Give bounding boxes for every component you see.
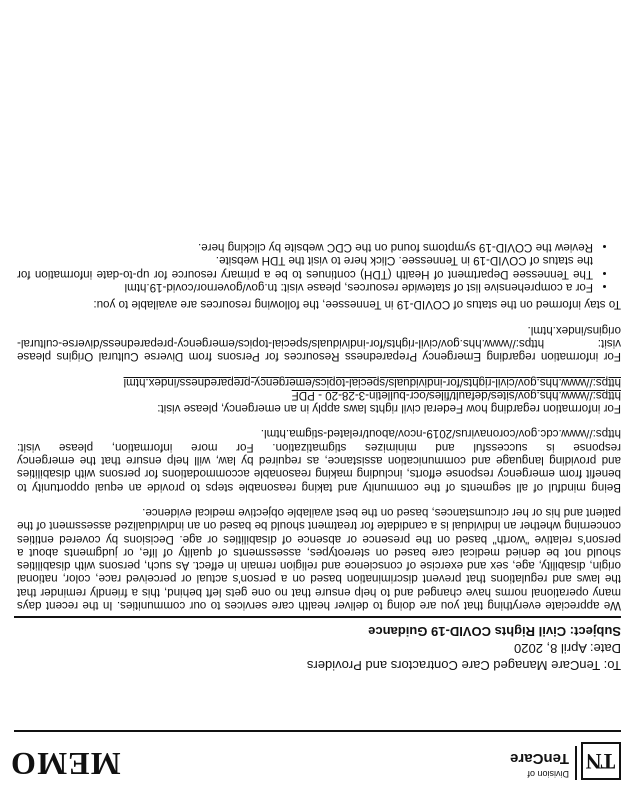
resource-list [17,241,621,294]
tn-logo-mark: TN [586,749,616,774]
federal-laws-text: For information regarding how Federal civil rights laws apply in an emergency, please visit: [157,402,621,416]
paragraph-community: Being mindful of all segments of the community and taking reasonable steps to provide an equal opportunity to benefit from emergency response efforts, including making reasonable accommodations for persons with disabilities and providing language and communication assistance, as required by law, will help ensure that the emergency response is successful and minimizes stigmatization. For more information, please visit: https://www.cdc.gov/coronavirus/2019-ncov/about/related-stigma.html. [17,427,621,494]
logo-agency-name: TenCare [510,750,569,767]
date-line: Date: April 8, 2020 [514,641,621,656]
list-item: • For a comprehensive list of statewide resources, please visit: tn.gov/governor/covid-19.html [17,281,593,294]
subject-line: Subject: Civil Rights COVID-19 Guidance [368,624,621,639]
memo-body [17,241,621,612]
header-rule [14,730,621,732]
memo-title: MEMO [10,746,121,782]
tn-logo [581,742,621,780]
to-line: To: TenCare Managed Care Contractors and Providers [306,658,621,673]
logo-division-label: Division of [527,769,569,779]
list-item: • The Tennessee Department of Health (TDH) continues to be a primary resource for up-to-date information for the status of COVID-19 in Tennessee. Click here to visit the TDH website. [17,254,593,281]
logo-divider [575,746,577,780]
paragraph-diverse-origins: For information regarding Emergency Preparedness Resources for Persons from Diverse Cultural Origins please visit: https://www.hhs.gov/civil-rights/for-individuals/special-topics/emergency-preparedness/diverse-cultural-origins/index.html. [17,323,621,364]
ocr-bulletin-link[interactable]: https://www.hhs.gov/sites/default/files/ocr-bulletin-3-28-20 - PDF [291,388,621,402]
list-item: • Review the COVID-19 symptoms found on the CDC website by clicking here. [17,241,593,254]
subject-rule [14,616,621,618]
paragraph-resources: To stay informed on the status of COVID-19 in Tennessee, the following resources are available to you: [93,298,621,312]
paragraph-federal-laws [17,375,621,415]
address-block [21,623,621,674]
paragraph-intro: We appreciate everything that you are doing to deliver health care services to our communities. In the recent days many operational norms have changed and to help ensure that no one gets left behind, this a friendly reminder that the laws and regulations that prevent discrimination based on a person's actual or perceived race, color, national origin, disability, age, sex and exercise of conscience and religion remain in effect. As such, persons with disabilities should not be denied medical care based on stereotypes, assessments of quality of life, or judgments about a person's relative "worth" based on the presence or absence of disabilities or age. Decisions by covered entities concerning whether an individual is a candidate for treatment should be based on an individualized assessment of the patient and his or her circumstances, based on the best available objective medical evidence. [17,505,621,612]
emergency-preparedness-link[interactable]: https://www.hhs.gov/civil-rights/for-individuals/special-topics/emergency-preparedness/index.html [123,375,621,389]
